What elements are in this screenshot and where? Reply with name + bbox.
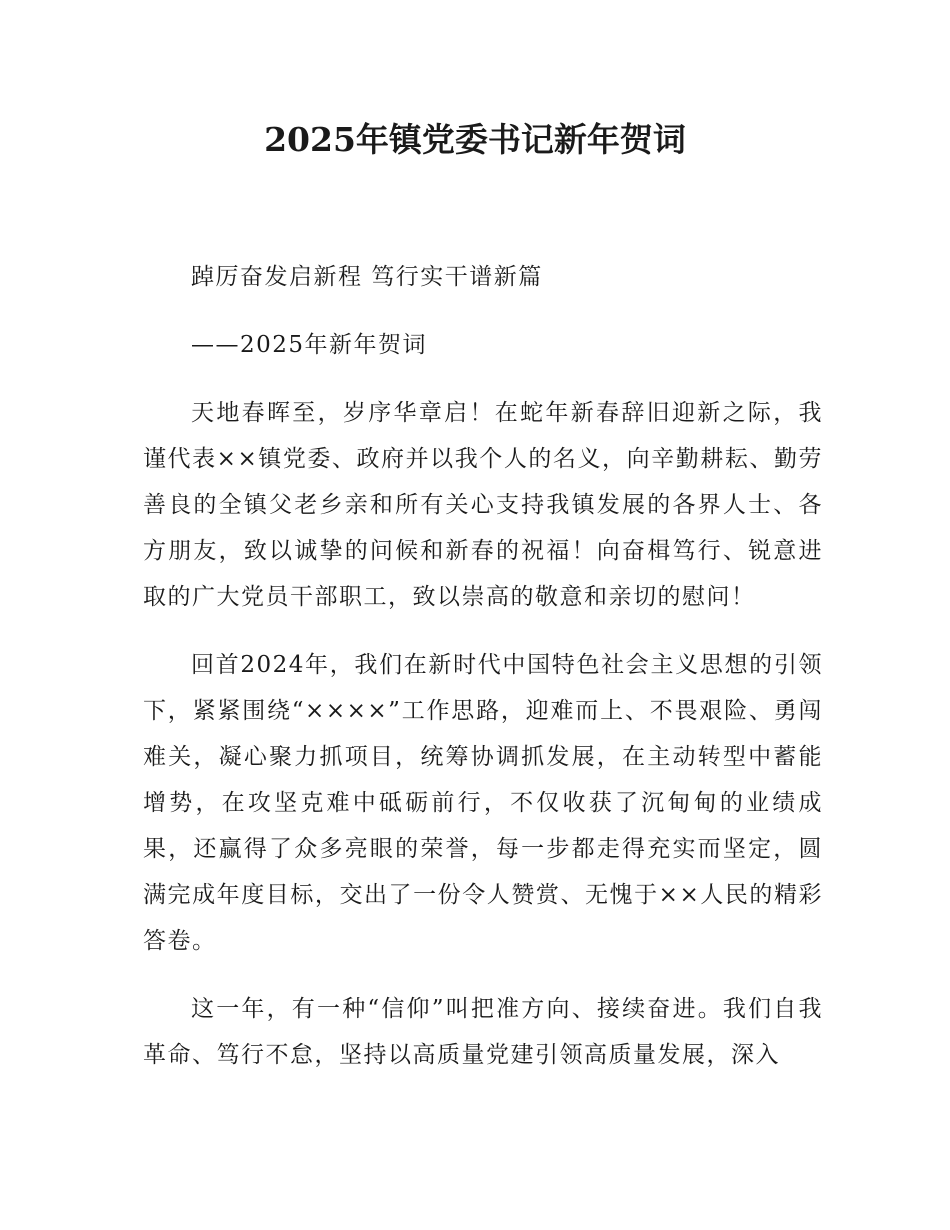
byline: ——2025年新年贺词 xyxy=(191,332,428,358)
paragraph: 天地春晖至，岁序华章启！在蛇年新春辞旧迎新之际，我谨代表××镇党委、政府并以我个人的名义，向辛勤耕耘、勤劳善良的全镇父老乡亲和所有关心支持我镇发展的各界人士、各方朋友，致以诚挚的问候和新春的祝福！向奋楫笃行、锐意进取的广大党员干部职工，致以崇高的敬意和亲切的慰问！ xyxy=(143,400,823,610)
document-body xyxy=(143,254,823,1078)
paragraph: 这一年，有一种“信仰”叫把准方向、接续奋进。我们自我革命、笃行不怠，坚持以高质量党建引领高质量发展，深入 xyxy=(143,996,823,1068)
paragraph: 回首2024年，我们在新时代中国特色社会主义思想的引领下，紧紧围绕“××××”工作思路，迎难而上、不畏艰险、勇闯难关，凝心聚力抓项目，统筹协调抓发展，在主动转型中蓄能增势，在攻坚克难中砥砺前行，不仅收获了沉甸甸的业绩成果，还赢得了众多亮眼的荣誉，每一步都走得充实而坚定，圆满完成年度目标，交出了一份令人赞赏、无愧于××人民的精彩答卷。 xyxy=(143,652,823,954)
document-title: 2025年镇党委书记新年贺词 xyxy=(264,120,686,159)
subtitle: 踔厉奋发启新程 笃行实干谱新篇 xyxy=(191,264,543,290)
